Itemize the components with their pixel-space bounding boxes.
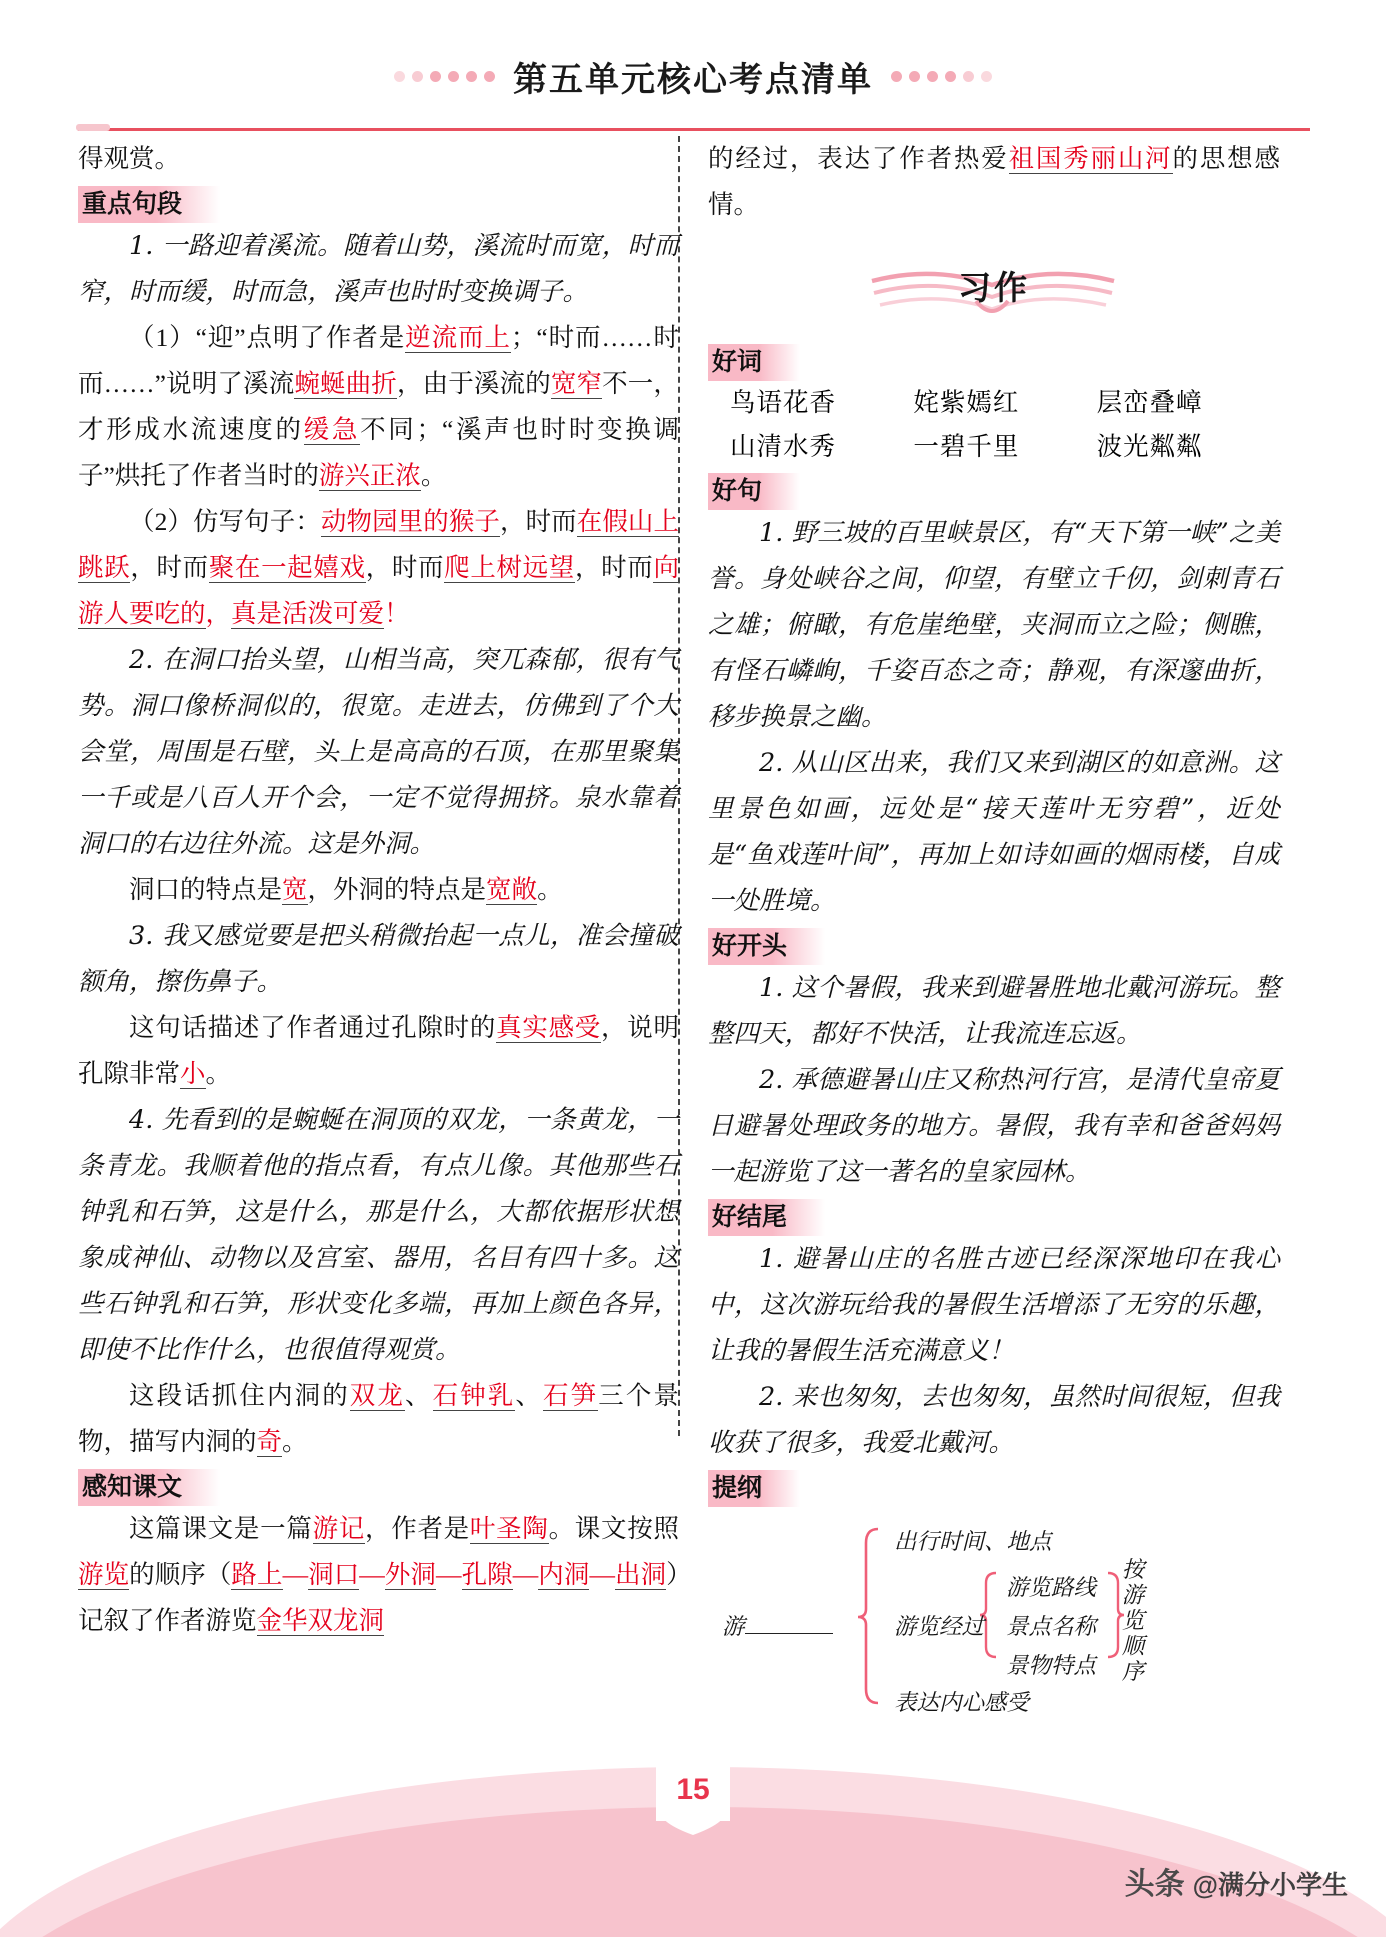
good-word-item: 姹紫嫣红 (913, 388, 1020, 417)
good-sentence-item: 1. 野三坡的百里峡景区，有“天下第一峡”之美誉。身处峡谷之间，仰望，有壁立千仞，剑刺青石之雄；俯瞰，有危崖绝壁，夹洞而立之险；侧瞧，有怪石嶙峋，千姿百态之奇；静观，有深邃曲折，移步换景之幽。 (708, 518, 1280, 732)
comprehension-answer: 这篇课文是一篇游记，作者是叶圣陶。课文按照游览的顺序（路上—洞口—外洞—孔隙—内洞—出洞）记叙了作者游览金华双龙洞 (78, 1514, 679, 1635)
answer-blank: 缓急 (303, 415, 361, 444)
answer-blank: 小 (180, 1059, 206, 1088)
answer-blank: 游兴正浓 (318, 461, 421, 490)
section-tag-outline: 提纲 (708, 1470, 800, 1507)
watermark (1125, 1859, 1348, 1903)
answer-blank: 奇 (256, 1427, 283, 1456)
good-opening-item: 1. 这个暑假，我来到避暑胜地北戴河游玩。整整四天，都好不快活，让我流连忘返。 (708, 973, 1280, 1049)
key-sentence-item-3: 3. 我又感觉要是把头稍微抬起一点儿，准会撞破额角，擦伤鼻子。 (78, 921, 679, 997)
answer-blank: 外洞 (384, 1560, 436, 1589)
section-tag-key-sentences: 重点句段 (78, 186, 220, 223)
outline-root: 游 (722, 1609, 833, 1641)
carryover-answer: 的经过，表达了作者热爱祖国秀丽山河的思想感情。 (708, 144, 1280, 219)
answer-blank: 逆流而上 (405, 323, 511, 352)
outline-side-note: 按游览顺序 (1118, 1557, 1144, 1685)
decorative-dots-right (891, 71, 992, 82)
right-column (679, 136, 1280, 1716)
answer-blank: 内洞 (538, 1560, 590, 1589)
content-columns (78, 136, 1310, 1716)
outline-root-blank (745, 1633, 833, 1634)
good-word-item: 鸟语花香 (730, 388, 837, 417)
answer-blank: 蜿蜒曲折 (294, 369, 397, 398)
left-column (78, 136, 679, 1635)
composition-banner-label: 习作 (958, 268, 1030, 306)
good-word-item: 波光粼粼 (1096, 432, 1203, 461)
answer-blank: 游记 (312, 1514, 366, 1543)
key-sentence-answer-3: 洞口的特点是宽，外洞的特点是宽敞。 (129, 875, 563, 904)
answer-blank: 游览 (78, 1560, 130, 1589)
page-title: 第五单元核心考点清单 (513, 62, 873, 99)
good-ending-item: 1. 避暑山庄的名胜古迹已经深深地印在我心中，这次游玩给我的暑假生活增添了无穷的乐趣，让我的暑假生活充满意义！ (708, 1244, 1280, 1366)
page-header (0, 52, 1386, 101)
outline-diagram (708, 1517, 1280, 1717)
section-tag-good-openings: 好开头 (708, 928, 825, 965)
watermark-prefix: 头条 (1124, 1868, 1185, 1901)
answer-blank: 向游人要吃的 (78, 553, 679, 628)
answer-blank: 宽窄 (550, 369, 603, 398)
outline-level1-item: 出行时间、地点 (894, 1529, 1052, 1555)
answer-blank: 路上 (231, 1560, 283, 1589)
footer-decoration (0, 1751, 1386, 1937)
good-word-item: 山清水秀 (730, 432, 837, 461)
key-sentence-item-1: 1. 一路迎着溪流。随着山势，溪流时而宽，时而窄，时而缓，时而急，溪声也时时变换调子。 (78, 231, 679, 307)
good-word-item: 一碧千里 (913, 432, 1020, 461)
answer-blank: 孔隙 (461, 1560, 513, 1589)
top-rule-divider (78, 128, 1310, 131)
answer-blank: 宽敞 (486, 875, 538, 904)
good-word-item: 层峦叠嶂 (1096, 388, 1203, 417)
decorative-dots-left (394, 71, 495, 82)
answer-blank: 洞口 (308, 1560, 360, 1589)
answer-blank: 聚在一起嬉戏 (208, 553, 366, 582)
answer-blank: 爬上树远望 (444, 553, 575, 582)
page-number: 15 (656, 1759, 730, 1821)
section-tag-good-endings: 好结尾 (708, 1199, 825, 1236)
section-tag-good-sentences: 好句 (708, 473, 800, 510)
answer-blank: 石笋 (543, 1381, 599, 1410)
key-sentence-answer-4: 这句话描述了作者通过孔隙时的真实感受，说明孔隙非常小。 (78, 1013, 679, 1088)
key-sentence-item-4: 4. 先看到的是蜿蜒在洞顶的双龙，一条黄龙，一条青龙。我顺着他的指点看，有点儿像。其他那些石钟乳和石笋，这是什么，那是什么，大都依据形状想象成神仙、动物以及宫室、器用，名目有四十多。这些石钟乳和石笋，形状变化多端，再加上颜色各异，即使不比作什么，也很值得观赏。 (78, 1105, 679, 1365)
answer-blank: 金华双龙洞 (256, 1606, 385, 1635)
watermark-handle: @满分小学生 (1192, 1870, 1348, 1900)
good-sentence-item: 2. 从山区出来，我们又来到湖区的如意洲。这里景色如画，远处是“接天莲叶无穷碧”，近处是“鱼戏莲叶间”，再加上如诗如画的烟雨楼，自成一处胜境。 (708, 748, 1280, 916)
answer-blank: 叶圣陶 (469, 1514, 549, 1543)
answer-blank: 宽 (282, 875, 308, 904)
section-tag-good-words: 好词 (708, 344, 800, 381)
good-words-grid (708, 381, 1280, 469)
key-sentence-answer-5: 这段话抓住内洞的双龙、石钟乳、石笋三个景物，描写内洞的奇。 (78, 1381, 679, 1456)
answer-blank: 双龙 (349, 1381, 405, 1410)
key-sentence-answer-1: （1）“迎”点明了作者是逆流而上；“时而……时而……”说明了溪流蜿蜒曲折，由于溪流的宽窄不一，才形成水流速度的缓急不同；“溪声也时时变换调子”烘托了作者当时的游兴正浓。 (78, 323, 679, 490)
answer-blank: 出洞 (614, 1560, 667, 1589)
carryover-line: 得观赏。 (78, 144, 181, 173)
section-tag-comprehension: 感知课文 (78, 1469, 220, 1506)
answer-blank: 动物园里的猴子 (320, 507, 500, 536)
answer-blank: 祖国秀丽山河 (1008, 144, 1173, 173)
composition-banner (708, 248, 1280, 334)
answer-blank: 在假山上跳跃 (78, 507, 679, 582)
outline-level1-item: 游览经过 (894, 1614, 985, 1640)
outline-level2-item: 景物特点 (1006, 1653, 1097, 1679)
outline-level2-item: 景点名称 (1006, 1614, 1097, 1640)
answer-blank: 石钟乳 (432, 1381, 516, 1410)
answer-blank: 真实感受 (496, 1013, 602, 1042)
good-opening-item: 2. 承德避暑山庄又称热河行宫，是清代皇帝夏日避暑处理政务的地方。暑假，我有幸和爸爸妈妈一起游览了这一著名的皇家园林。 (708, 1065, 1280, 1187)
good-ending-item: 2. 来也匆匆，去也匆匆，虽然时间很短，但我收获了很多，我爱北戴河。 (708, 1382, 1280, 1458)
outline-level2-item: 游览路线 (1006, 1575, 1097, 1601)
outline-level1-item: 表达内心感受 (894, 1690, 1030, 1716)
answer-blank: 真是活泼可爱 (231, 599, 385, 628)
key-sentence-item-2: 2. 在洞口抬头望，山相当高，突兀森郁，很有气势。洞口像桥洞似的，很宽。走进去，仿佛到了个大会堂，周围是石壁，头上是高高的石顶，在那里聚集一千或是八百人开个会，一定不觉得拥挤。泉水靠着洞口的右边往外流。这是外洞。 (78, 645, 679, 859)
key-sentence-answer-2: （2）仿写句子：动物园里的猴子，时而在假山上跳跃，时而聚在一起嬉戏，时而爬上树远望，时而向游人要吃的，真是活泼可爱！ (78, 507, 679, 628)
